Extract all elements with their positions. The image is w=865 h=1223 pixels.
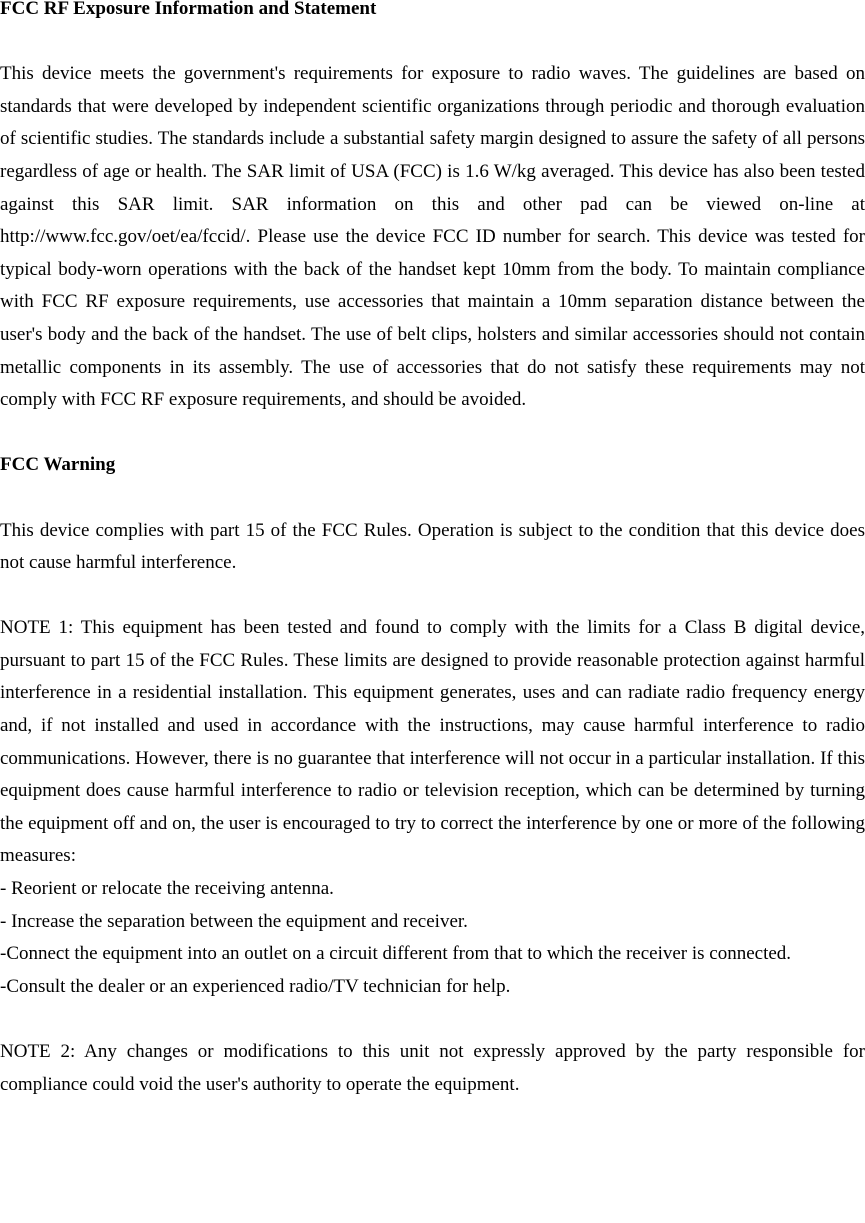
measure-item: -Connect the equipment into an outlet on a circuit different from that to which the receiver is connected. <box>0 943 792 965</box>
spacer <box>0 482 865 515</box>
measure-item: - Increase the separation between the equipment and receiver. <box>0 910 468 932</box>
fcc-warning-heading: FCC Warning <box>0 454 116 476</box>
measure-item: - Reorient or relocate the receiving antenna. <box>0 878 334 900</box>
note-2-paragraph: NOTE 2: Any changes or modifications to this unit not expressly approved by the party responsible for compliance could void the user's authority to operate the equipment. <box>0 1041 865 1095</box>
measure-item: -Consult the dealer or an experienced radio/TV technician for help. <box>0 975 511 997</box>
fcc-warning-paragraph: This device complies with part 15 of the FCC Rules. Operation is subject to the condition that this device does not cause harmful interference. <box>0 519 865 574</box>
spacer <box>0 1003 865 1036</box>
spacer <box>0 580 865 613</box>
rf-exposure-heading: FCC RF Exposure Information and Statement <box>0 0 377 19</box>
spacer <box>0 417 865 450</box>
spacer <box>0 26 865 59</box>
note-1-paragraph: NOTE 1: This equipment has been tested and found to comply with the limits for a Class B digital device, pursuant to part 15 of the FCC Rules. These limits are designed to provide reasonable protection against harmful interference in a residential installation. This equipment generates, uses and can radiate radio frequency energy and, if not installed and used in accordance with the instructions, may cause harmful interference to radio communications. However, there is no guarantee that interference will not occur in a particular installation. If this equipment does cause harmful interference to radio or television reception, which can be determined by turning the equipment off and on, the user is encouraged to try to correct the interference by one or more of the following measures: <box>0 617 865 867</box>
rf-exposure-paragraph: This device meets the government's requirements for exposure to radio waves. The guidelines are based on standards that were developed by independent scientific organizations through periodic and thorough evaluation of scientific studies. The standards include a substantial safety margin designed to assure the safety of all persons regardless of age or health. The SAR limit of USA (FCC) is 1.6 W/kg averaged. This device has also been tested against this SAR limit. SAR information on this and other pad can be viewed on‐line at http://www.fcc.gov/oet/ea/fccid/. Please use the device FCC ID number for search. This device was tested for typical body-worn operations with the back of the handset kept 10mm from the body. To maintain compliance with FCC RF exposure requirements, use accessories that maintain a 10mm separation distance between the user's body and the back of the handset. The use of belt clips, holsters and similar accessories should not contain metallic components in its assembly. The use of accessories that do not satisfy these requirements may not comply with FCC RF exposure requirements, and should be avoided. <box>0 63 865 411</box>
